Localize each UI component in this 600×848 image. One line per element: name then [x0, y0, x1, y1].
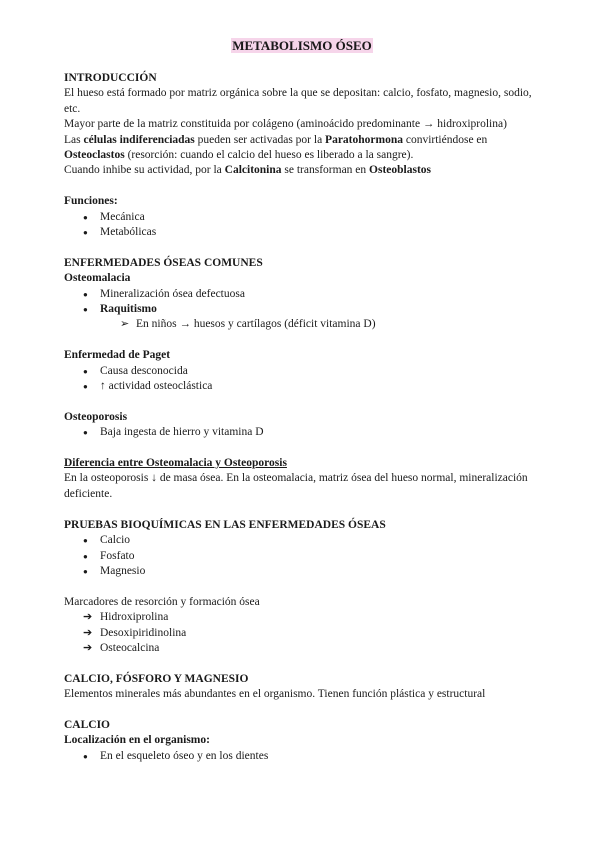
page-title-text: METABOLISMO ÓSEO	[232, 38, 372, 53]
list-item: ➔ Osteocalcina	[64, 641, 540, 656]
pruebas-list	[64, 533, 540, 579]
list-item: ● Metabólicas	[64, 225, 540, 240]
calcio-sub-heading: Localización en el organismo:	[64, 734, 210, 747]
spacer	[64, 656, 540, 671]
list-item: ➔ Hidroxiprolina	[64, 610, 540, 625]
marcadores-list	[64, 610, 540, 656]
list-item: ➔ Desoxipiridinolina	[64, 626, 540, 641]
calcio-heading: CALCIO	[64, 718, 111, 731]
list-item: ● Fosfato	[64, 549, 540, 564]
osteomalacia-heading: Osteomalacia	[64, 272, 131, 285]
intro-line-4	[64, 148, 540, 163]
intro-line-3	[64, 133, 540, 148]
term-osteoblastos: Osteoblastos	[369, 164, 432, 177]
calcio-fosforo-text: Elementos minerales más abundantes en el organismo. Tienen función plástica y estructural	[64, 688, 486, 701]
text-run: Las	[64, 133, 84, 146]
intro-line-1: El hueso está formado por matriz orgánica sobre la que se depositan: calcio, fosfato, magnesio, sodio, etc.	[64, 87, 532, 115]
text-run: convirtiéndose en	[402, 133, 488, 146]
enfermedades-heading: ENFERMEDADES ÓSEAS COMUNES	[64, 256, 263, 269]
spacer	[64, 703, 540, 718]
list-item: ● En el esqueleto óseo y en los dientes	[64, 749, 540, 764]
spacer	[64, 579, 540, 594]
list-item: ● Calcio	[64, 533, 540, 548]
list-item: ● Mecánica	[64, 210, 540, 225]
spacer	[64, 502, 540, 517]
diferencia-heading: Diferencia entre Osteomalacia y Osteoporosis	[64, 457, 287, 470]
list-item: ● ↑ actividad osteoclástica	[64, 379, 540, 394]
osteoporosis-list	[64, 425, 540, 440]
osteomalacia-list	[64, 287, 540, 333]
pruebas-heading: PRUEBAS BIOQUÍMICAS EN LAS ENFERMEDADES ÓSEAS	[64, 518, 386, 531]
spacer	[64, 441, 540, 456]
term-calcitonina: Calcitonina	[224, 164, 282, 177]
list-item: ● Magnesio	[64, 564, 540, 579]
list-subitem: ➢ En niños → huesos y cartílagos (déficit vitamina D)	[64, 317, 540, 332]
list-item	[64, 302, 540, 317]
funciones-list	[64, 210, 540, 241]
paget-list	[64, 364, 540, 395]
list-item: ● Mineralización ósea defectuosa	[64, 287, 540, 302]
spacer	[64, 240, 540, 255]
intro-heading: INTRODUCCIÓN	[64, 72, 157, 84]
spacer	[64, 333, 540, 348]
funciones-heading: Funciones:	[64, 195, 118, 208]
list-item: ● Baja ingesta de hierro y vitamina D	[64, 425, 540, 440]
text-run: (resorción: cuando el calcio del hueso es liberado a la sangre).	[124, 149, 414, 162]
osteoporosis-heading: Osteoporosis	[64, 410, 128, 423]
spacer	[64, 394, 540, 409]
paget-heading: Enfermedad de Paget	[64, 349, 171, 362]
diferencia-text: En la osteoporosis ↓ de masa ósea. En la osteomalacia, matriz ósea del hueso normal, mineralización deficiente.	[64, 472, 528, 500]
intro-line-2: Mayor parte de la matriz constituida por colágeno (aminoácido predominante → hidroxiprolina)	[64, 118, 507, 131]
term-osteoclastos: Osteoclastos	[64, 149, 125, 162]
list-item: ● Causa desconocida	[64, 364, 540, 379]
spacer	[64, 179, 540, 194]
intro-line-5	[64, 163, 540, 178]
term-paratohormona: Paratohormona	[325, 133, 403, 146]
calcio-fosforo-heading: CALCIO, FÓSFORO Y MAGNESIO	[64, 672, 249, 685]
marcadores-label: Marcadores de resorción y formación ósea	[64, 595, 260, 608]
term-raquitismo: Raquitismo	[100, 303, 157, 316]
text-run: Cuando inhibe su actividad, por la	[64, 164, 225, 177]
page-title	[64, 37, 540, 54]
text-run: pueden ser activadas por la	[194, 133, 326, 146]
text-run: se transforman en	[281, 164, 370, 177]
calcio-list	[64, 749, 540, 764]
term-celulas: células indiferenciadas	[83, 133, 195, 146]
